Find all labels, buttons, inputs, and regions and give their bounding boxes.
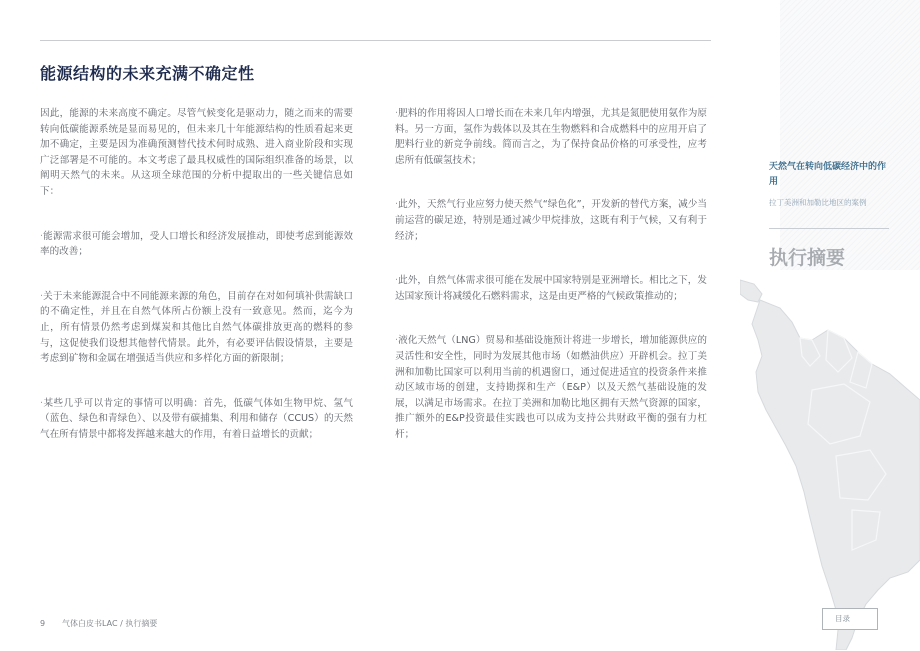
left-column — [40, 106, 353, 472]
bullet-paragraph — [40, 289, 353, 367]
footer — [40, 618, 157, 629]
bullet-paragraph — [395, 273, 707, 304]
bullet-text: 能源需求很可能会增加，受人口增长和经济发展推动，即使考虑到能源效率的改善； — [40, 230, 353, 258]
continuation-text: 肥料的作用将因人口增长而在未来几年内增强，尤其是氮肥使用氨作为原料。另一方面，氢作为载体以及其在生物燃料和合成燃料中的应用开启了肥料行业的新竞争前线。简而言之，为了保持食品价格的可承受性，应考虑所有低碳氢技术； — [395, 108, 707, 166]
bullet-text: 液化天然气（LNG）贸易和基础设施预计将进一步增长，增加能源供应的灵活性和安全性，同时为发展其他市场（如燃油供应）开辟机会。拉丁美洲和加勒比国家可以利用当前的机遇窗口，通过促进适宜的投资条件来推动区域市场的创建，支持勘探和生产（E&P）以及天然气基础设施的发展，以满足市场需求。在拉丁美洲和加勒比地区拥有天然气资源的国家，推广额外的E&P投资最佳实践也可以成为支持公共财政平衡的强有力杠杆； — [395, 335, 707, 440]
bullet-marker: · — [395, 108, 399, 119]
bullet-text: 此外，自然气体需求很可能在发展中国家特别是亚洲增长。相比之下，发达国家预计将减缓化石燃料需求，这是由更严格的气候政策推动的； — [395, 275, 707, 302]
bullet-marker: · — [395, 275, 399, 287]
right-column — [395, 106, 707, 472]
section-heading: 执行摘要 — [769, 247, 846, 269]
bullet-paragraph — [395, 197, 707, 244]
bullet-marker: · — [40, 397, 44, 409]
bullet-marker: · — [40, 230, 44, 242]
intro-paragraph: 因此，能源的未来高度不确定。尽管气候变化是驱动力，随之而来的需要转向低碳能源系统是显而易见的，但未来几十年能源结构的性质看起来更加不确定，主要是因为准确预测替代技术何时成熟、进入商业阶段和实现广泛部署是不可能的。本文考虑了最具权威性的国际组织准备的场景，以阐明天然气的未来。从这项全球范围的分析中提取出的一些关键信息如下： — [40, 108, 353, 197]
continuation-paragraph — [395, 106, 707, 168]
page-number: 9 — [40, 619, 46, 628]
toc-button[interactable]: 目录 — [822, 608, 878, 630]
bullet-text: 关于未来能源混合中不同能源来源的角色，目前存在对如何填补供需缺口的不确定性，并且在自然气体所占份额上没有一致意见。然而，迄今为止，所有情景仍然考虑到煤炭和其他比自然气体碳排放更高的燃料的参与，这促使我们设想其他替代情景。此外，有必要评估假设情景，主要是考虑到矿物和金属在增强适当供应和多样化方面的新限制； — [40, 290, 353, 365]
sidebar-rule — [769, 228, 889, 229]
footer-doc-label: 气体白皮书LAC / 执行摘要 — [62, 619, 158, 628]
bullet-paragraph — [395, 333, 707, 442]
bullet-marker: · — [40, 290, 44, 302]
bullet-marker: · — [395, 199, 399, 211]
decorative-pattern — [780, 0, 920, 270]
bullet-text: 某些几乎可以肯定的事情可以明确：首先，低碳气体如生物甲烷、氢气（蓝色、绿色和青绿色）、以及带有碳捕集、利用和储存（CCUS）的天然气在所有情景中都将发挥越来越大的作用，有着日益增长的贡献； — [40, 397, 353, 440]
bullet-paragraph — [40, 229, 353, 260]
sidebar-title: 天然气在转向低碳经济中的作用 — [769, 162, 887, 187]
header-rule — [40, 40, 711, 41]
south-america-map-icon — [740, 260, 920, 650]
sidebar-subtitle: 拉丁美洲和加勒比地区的案例 — [769, 198, 867, 207]
bullet-marker: · — [395, 335, 399, 347]
bullet-paragraph — [40, 396, 353, 443]
bullet-text: 此外，天然气行业应努力使天然气“绿色化”，开发新的替代方案，减少当前运营的碳足迹，特别是通过减少甲烷排放，这既有利于气候，又有利于经济； — [395, 199, 707, 242]
page-title: 能源结构的未来充满不确定性 — [40, 64, 255, 83]
